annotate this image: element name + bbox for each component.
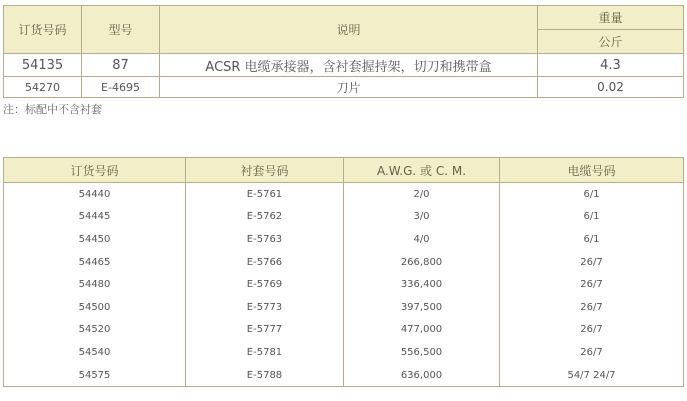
awg-cm-cell: 477,000 — [344, 319, 500, 342]
cable-no-cell: 6/1 — [500, 183, 684, 206]
header-weight-unit: 公斤 — [538, 30, 684, 54]
table-row — [4, 341, 684, 364]
bushing-no-cell: E-5769 — [186, 273, 344, 296]
product-table — [3, 5, 684, 98]
bushing-no-cell: E-5777 — [186, 319, 344, 342]
model-cell: 87 — [82, 54, 160, 77]
weight-cell: 0.02 — [538, 77, 684, 98]
order-no-cell: 54465 — [4, 251, 186, 274]
description-cell: 刀片 — [160, 77, 538, 98]
table-row — [4, 77, 684, 98]
bushing-no-cell: E-5788 — [186, 364, 344, 387]
bushing-no-cell: E-5761 — [186, 183, 344, 206]
cable-no-cell: 6/1 — [500, 228, 684, 251]
order-no-cell: 54480 — [4, 273, 186, 296]
order-no-cell: 54500 — [4, 296, 186, 319]
awg-cm-cell: 556,500 — [344, 341, 500, 364]
table-row — [4, 364, 684, 387]
description-cell: ACSR 电缆承接器，含衬套握持架，切刀和携带盒 — [160, 54, 538, 77]
header-bushing-no: 衬套号码 — [186, 158, 344, 183]
awg-cm-cell: 636,000 — [344, 364, 500, 387]
cable-no-cell: 26/7 — [500, 319, 684, 342]
footnote: 注：标配中不含衬套 — [3, 103, 102, 116]
weight-cell: 4.3 — [538, 54, 684, 77]
awg-cm-cell: 397,500 — [344, 296, 500, 319]
header-awg-cm: A.W.G. 或 C. M. — [344, 158, 500, 183]
header-order-no: 订货号码 — [4, 158, 186, 183]
header-description: 说明 — [160, 6, 538, 54]
bushing-table-body — [4, 183, 684, 387]
order-no-cell: 54450 — [4, 228, 186, 251]
awg-cm-cell: 4/0 — [344, 228, 500, 251]
cable-no-cell: 6/1 — [500, 206, 684, 229]
table-row — [4, 251, 684, 274]
bushing-no-cell: E-5781 — [186, 341, 344, 364]
table-row — [4, 296, 684, 319]
cable-no-cell: 26/7 — [500, 341, 684, 364]
order-no-cell: 54270 — [4, 77, 82, 98]
cable-no-cell: 26/7 — [500, 273, 684, 296]
order-no-cell: 54520 — [4, 319, 186, 342]
cable-no-cell: 26/7 — [500, 251, 684, 274]
header-weight: 重量 — [538, 6, 684, 30]
bushing-no-cell: E-5773 — [186, 296, 344, 319]
table-row — [4, 54, 684, 77]
bushing-no-cell: E-5762 — [186, 206, 344, 229]
order-no-cell: 54540 — [4, 341, 186, 364]
bushing-no-cell: E-5763 — [186, 228, 344, 251]
table-row — [4, 319, 684, 342]
cable-no-cell: 54/7 24/7 — [500, 364, 684, 387]
awg-cm-cell: 2/0 — [344, 183, 500, 206]
header-order-no: 订货号码 — [4, 6, 82, 54]
order-no-cell: 54445 — [4, 206, 186, 229]
table-row — [4, 206, 684, 229]
order-no-cell: 54440 — [4, 183, 186, 206]
cable-no-cell: 26/7 — [500, 296, 684, 319]
bushing-no-cell: E-5766 — [186, 251, 344, 274]
order-no-cell: 54575 — [4, 364, 186, 387]
awg-cm-cell: 336,400 — [344, 273, 500, 296]
header-model: 型号 — [82, 6, 160, 54]
table-row — [4, 183, 684, 206]
model-cell: E-4695 — [82, 77, 160, 98]
table-row — [4, 228, 684, 251]
table-row — [4, 273, 684, 296]
bushing-table — [3, 157, 684, 387]
order-no-cell: 54135 — [4, 54, 82, 77]
awg-cm-cell: 266,800 — [344, 251, 500, 274]
awg-cm-cell: 3/0 — [344, 206, 500, 229]
header-cable-no: 电缆号码 — [500, 158, 684, 183]
